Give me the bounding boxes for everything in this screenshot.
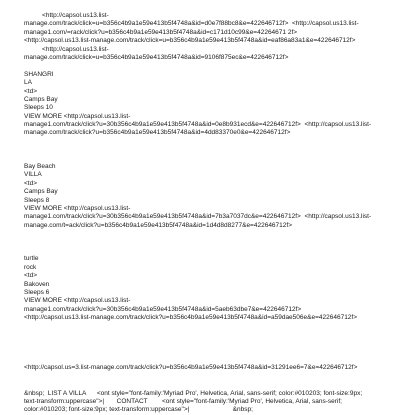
view-more-link[interactable]: <http://capsol.us13.list-manage.com/track/click?u=b356c4b9a1e59e413b5f4748a&id=a59dae506e&e=422646712f> [24,314,358,322]
villa-listing [24,71,392,138]
footer-list-a-villa-line[interactable]: &nbsp; LIST A VILLA <ont style="font-family:'Myriad Pro', Helvetica, Arial, sans-serif; color:#010203; font-size:9px; [24,389,363,397]
td-tag-text: <td> [24,87,38,95]
view-more-link[interactable]: manage1.com/track/click?u=30b356c4b9a1e59e413b5f4748a&id=0e8b931ecd&e=422646712f> <http://capsol.us13.list- [24,121,372,129]
villa-name-line: Bay Beach [24,163,56,171]
villa-location: Bakoven [24,280,50,288]
tracking-link-line[interactable]: manage.com/track/click=u=b356c4b9a1e59e413b5f4748a&id=d0e7f88bc8&e=422646712f> <http://capsol.us13.list- [24,20,359,28]
view-more-link[interactable]: manage.com/track/click?u=b356c4b9a1e59e413b5f4748a&id=4dd83370e0&e=422646712f> [24,129,291,137]
villa-name-line: SHANGRI [24,70,54,78]
tracking-link-line[interactable]: manage.com/track/click=u=b356c4b9a1e59e413b5f4748a&id=9106f875ec&e=422646712f> [24,53,289,61]
view-more-link[interactable]: VIEW MORE <http://capsol.us13.list- [24,297,131,305]
spacer [24,138,392,163]
villa-listing [24,255,392,322]
footer-style-line: color:#010203; font-size:9px; text-transform:uppercase">| &nbsp; [24,406,253,414]
view-more-link[interactable]: manage.com/t=ack/click?u=b356c4b9a1e59e413b5f4748a&id=1d4d8d8277&e=422646712f> [24,221,292,229]
tracking-link-line[interactable]: <http://capsol.us=3.list-manage.com/track/click?u=b356c4b9a1e59e413b5f4748a&id=31291ee6=7&e=422646712f> [24,364,358,372]
villa-location: Camps Bay [24,188,58,196]
spacer [24,373,392,390]
villa-name-line: turtle [24,255,39,263]
villa-listing [24,163,392,230]
td-tag-text: <td> [24,272,38,280]
tracking-link-line[interactable]: manage1.com/=rack/click?u=b356c4b9a1e59e413b5f4748a&id=c171d10c99&e=42264671 2f> [24,28,298,36]
spacer [24,322,392,364]
header-links [24,12,392,62]
td-tag-text: <td> [24,179,38,187]
view-more-link[interactable]: VIEW MORE <http://capsol.us13.list- [24,205,131,212]
villa-sleeps: Sleeps 6 [24,288,50,296]
view-more-link[interactable]: manage1.com/track/click?u=30b356c4b9a1e59e413b5f4748a&id=5aeb63dbe7&e=422646712f> [24,305,302,313]
tracking-link-line[interactable]: <http://capsol.us13.list- [24,45,109,53]
tracking-link-line[interactable]: <http://capsol.us13.list- [24,12,109,19]
tracking-link-line[interactable]: <http://capsol.us13.list-manage.com/track/click=u=b356c4b9a1e59e413b5f4748a&id=eaf86a83a1&e=422646712f> [24,37,356,45]
view-more-link[interactable]: manage1.com/track/click?u=30b356c4b9a1e59e413b5f4748a&id=7b3a7037dc&e=422646712f> <http://capsol.us13.list- [24,213,372,221]
spacer [24,62,392,70]
spacer [24,230,392,255]
villa-name-line: rock [24,263,37,271]
email-plaintext-body [24,12,392,415]
villa-sleeps: Sleeps 10 [24,104,53,112]
villa-sleeps: Sleeps 8 [24,196,50,204]
villa-location: Camps Bay [24,95,58,103]
villa-name-line: LA [24,79,32,87]
footer-nav-text [24,390,392,415]
view-more-link[interactable]: VIEW MORE <http://capsol.us13.list- [24,112,131,120]
footer-contact-line[interactable]: text-transform:uppercase">| CONTACT <ont style="font-family:'Myriad Pro', Helvetica, Arial, sans-serif; [24,398,342,406]
villa-name-line: VILLA [24,171,42,179]
